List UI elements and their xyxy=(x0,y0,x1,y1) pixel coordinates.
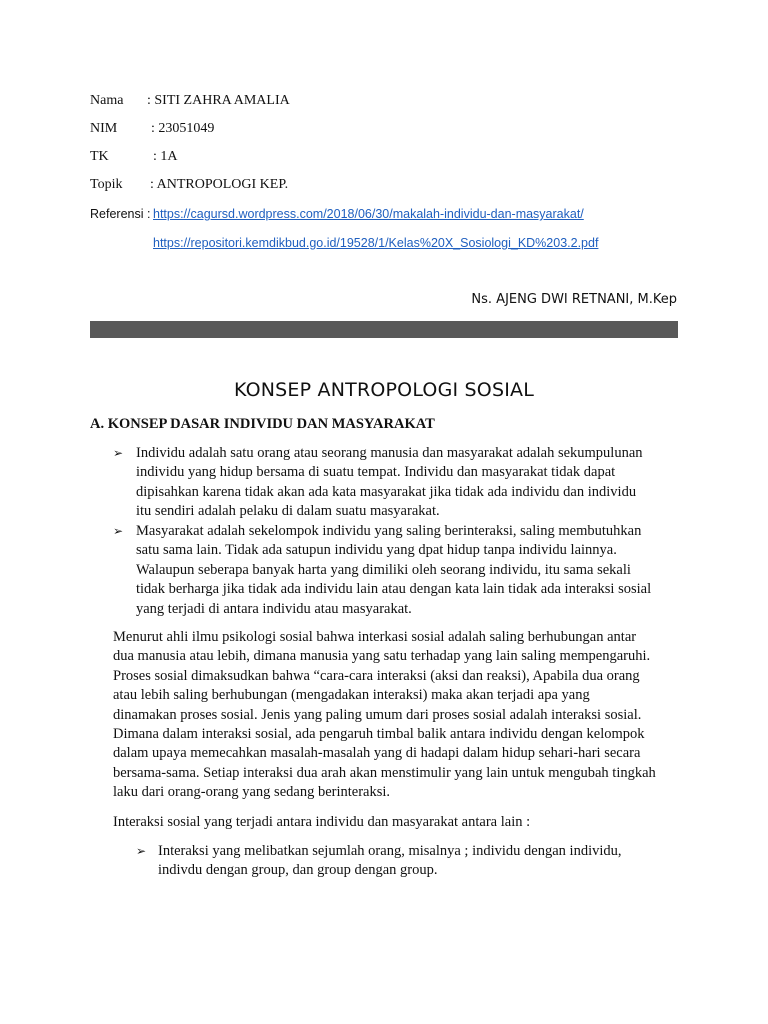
text-line: laku dari orang-orang yang sedang berinteraksi. xyxy=(113,784,391,801)
text-line: Interaksi yang melibatkan sejumlah orang, misalnya ; individu dengan individu, xyxy=(158,843,622,859)
text-line: atau lebih saling berhubungan (mengadakan interaksi) maka akan terjadi apa yang xyxy=(113,687,590,704)
document-title: KONSEP ANTROPOLOGI SOSIAL xyxy=(233,379,535,401)
info-row-nim xyxy=(90,120,215,138)
text-line: dalam upaya memecahkan masalah-masalah yang di hadapi dalam hidup sehari-hari secara xyxy=(113,745,641,762)
section-heading: A. KONSEP DASAR INDIVIDU DAN MASYARAKAT xyxy=(90,416,435,432)
text-line: individu yang hidup bersama di suatu tempat. Individu dan masyarakat tidak dapat xyxy=(136,464,616,481)
text-line: Individu adalah satu orang atau seorang manusia dan masyarakat adalah sekumpulunan xyxy=(136,445,643,461)
list-item xyxy=(158,842,622,881)
reference-link-1[interactable]: https://cagursd.wordpress.com/2018/06/30/makalah-individu-dan-masyarakat/ xyxy=(153,207,584,221)
intro-line: Interaksi sosial yang terjadi antara individu dan masyarakat antara lain : xyxy=(113,814,531,830)
bullet-arrow-icon: ➢ xyxy=(113,446,124,460)
list-item xyxy=(136,522,651,619)
referensi-label: Referensi : xyxy=(90,207,151,221)
info-value: : 1A xyxy=(153,149,178,164)
text-line: satu sama lain. Tidak ada satupun individu yang dpat hidup tanpa individu lainnya. xyxy=(136,542,617,559)
bullet-arrow-icon: ➢ xyxy=(113,524,124,538)
text-line: indivdu dengan group, dan group dengan group. xyxy=(158,862,438,879)
reference-link-2[interactable]: https://repositori.kemdikbud.go.id/19528/1/Kelas%20X_Sosiologi_KD%203.2.pdf xyxy=(153,236,599,250)
info-value: : 23051049 xyxy=(151,121,215,136)
body-paragraph xyxy=(113,628,679,803)
text-line: dipisahkan karena tidak akan ada kata masyarakat jika tidak ada individu dan individu xyxy=(136,483,637,500)
bullet-arrow-icon: ➢ xyxy=(136,844,147,858)
info-label: TK xyxy=(90,149,109,164)
text-line: tidak berharga jika tidak ada individu lain atau dengan kata lain tidak ada interaksi sosial xyxy=(136,581,652,598)
lecturer-name: Ns. AJENG DWI RETNANI, M.Kep xyxy=(471,292,677,307)
info-label: Nama xyxy=(90,93,124,108)
info-row-nama xyxy=(90,92,290,110)
text-line: Menurut ahli ilmu psikologi sosial bahwa interkasi sosial adalah saling berhubungan antar xyxy=(113,629,637,645)
info-row-tk xyxy=(90,148,178,166)
text-line: Proses sosial dimaksudkan bahwa “cara-cara interaksi (aksi dan reaksi), Apabila dua orang xyxy=(113,667,640,684)
text-line: Masyarakat adalah sekelompok individu yang saling berinteraksi, saling membutuhkan xyxy=(136,523,642,539)
info-value: : SITI ZAHRA AMALIA xyxy=(147,93,290,108)
text-line: Walaupun seberapa banyak harta yang dimiliki oleh seorang individu, itu sama sekali xyxy=(136,561,631,578)
info-row-topik xyxy=(90,176,289,194)
text-line: itu sendiri adalah pelaku di dalam suatu masyarakat. xyxy=(136,503,440,520)
text-line: bersama-sama. Setiap interaksi dua arah akan menstimulir yang lain untuk mengubah tingkah xyxy=(113,764,656,781)
info-value: : ANTROPOLOGI KEP. xyxy=(150,177,289,192)
divider-bar xyxy=(90,321,678,338)
text-line: Dimana dalam interaksi sosial, ada pengaruh timbal balik antara individu dengan kelompok xyxy=(113,726,645,743)
text-line: yang terjadi di antara individu atau masyarakat. xyxy=(136,600,412,617)
text-line: dua manusia atau lebih, dimana manusia yang satu terhadap yang lain saling mempengaruhi. xyxy=(113,648,651,665)
info-label: NIM xyxy=(90,121,118,136)
info-label: Topik xyxy=(90,177,123,192)
text-line: dinamakan proses sosial. Jenis yang paling umum dari proses sosial adalah interaksi sosial. xyxy=(113,706,642,723)
list-item xyxy=(136,444,643,522)
